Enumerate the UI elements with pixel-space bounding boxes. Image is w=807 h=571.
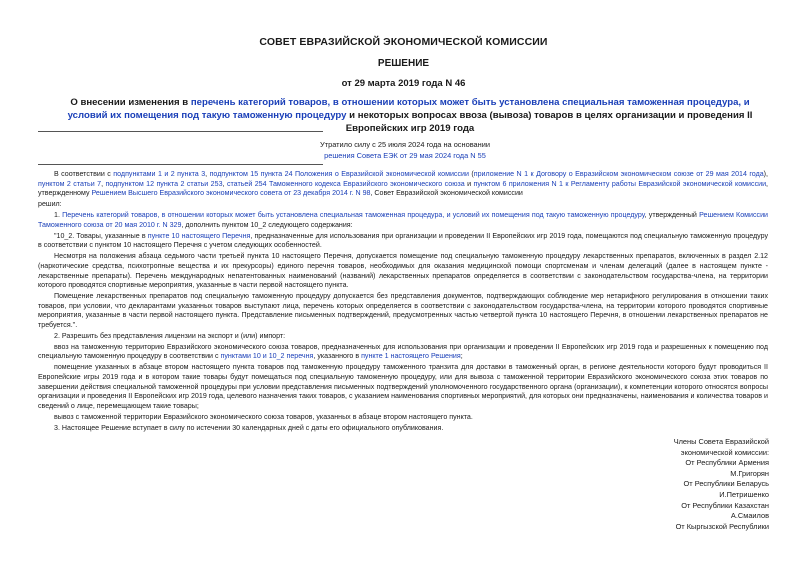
- title-divider: [38, 131, 323, 132]
- title-link-perechen[interactable]: перечень категорий товаров, в отношении которых может быть установлена специальная таможенная процедура, и условий их помещения под такую таможенную процедуру: [67, 97, 750, 121]
- link-statya-7[interactable]: пунктом 2 статьи 7: [38, 179, 102, 188]
- paragraph-point-3: 3. Настоящее Решение вступает в силу по истечении 30 календарных дней с даты его официального опубликования.: [54, 423, 444, 432]
- link-polozhenie-eek[interactable]: подпунктом 15 пункта 24 Положения о Евразийской экономической комиссии: [209, 170, 469, 178]
- paragraph-export: вывоз с таможенной территории Евразийского экономического союза товаров, указанных в абзаце втором настоящего пункта.: [54, 412, 473, 421]
- paragraph-point-1: [38, 211, 768, 230]
- doc-date-heading: от 29 марта 2019 года N 46: [341, 78, 466, 89]
- text: (: [468, 170, 474, 178]
- text: , Совет Евразийской экономической комиссии: [370, 189, 523, 198]
- signature-line: А.Смаилов: [730, 511, 769, 521]
- text: и: [464, 179, 474, 188]
- title-suffix: и некоторых вопросах ввоза (вывоза) товаров в целях организации и проведения II Европейских игр 2019 года: [345, 110, 753, 134]
- signatures-block: [589, 437, 769, 532]
- paragraph-point-2: 2. Разрешить без представления лицензии на экспорт и (или) импорт:: [54, 331, 286, 340]
- text: ,: [101, 179, 106, 188]
- signature-line: М.Григорян: [730, 468, 769, 478]
- text: ,: [222, 179, 227, 188]
- text: "10_2. Товары, указанные в: [54, 231, 148, 240]
- document-body: [38, 170, 768, 435]
- text: , предназначенные для использования при организации и проведении II Европейских игр 2019 года, помещаются под специальную таможенную процедуру в соответствии с пунктом 10 настоящего Перечня с учетом следующих особенностей.: [38, 231, 769, 250]
- signature-line: От Республики Казахстан: [681, 500, 769, 510]
- paragraph-10-2: [38, 232, 768, 251]
- link-punkt-1-resheniya[interactable]: пункте 1 настоящего Решения: [361, 352, 461, 361]
- signature-line: От Республики Армения: [685, 458, 769, 468]
- text: ),: [763, 170, 768, 178]
- paragraph-preamble: [38, 170, 768, 199]
- paragraph-medicines: Несмотря на положения абзаца седьмого части третьей пункта 10 настоящего Перечня, допускается помещение под специальную таможенную процедуру лекарственных препаратов, включенных в раздел 2.12 (наркотические средства, психотропные вещества и их прекурсоры) единого перечня товаров, необходимых для оказания медицинской помощи спортсменам и членам делегаций (далее в настоящем пункте - лекарственные препараты). Перечень международных непатентованных наименований (названий) лекарственных препаратов определяется в соответствии с законодательством государства-члена, на территории которого проводятся спортивные мероприятия, указанные в части первой настоящего пункта.: [38, 252, 768, 290]
- text: В соответствии с: [54, 170, 114, 178]
- repeal-note-link[interactable]: решения Совета ЕЭК от 29 мая 2024 года N 55: [324, 151, 486, 160]
- paragraph-decided: решил:: [38, 200, 62, 209]
- signature-line: экономической комиссии:: [680, 447, 769, 457]
- link-reshenie-98[interactable]: Решением Высшего Евразийского экономического совета от 23 декабря 2014 г. N 98: [91, 189, 371, 198]
- text: ввоз на таможенную территорию Евразийского экономического союза товаров, предназначенных для использования при организации и проведении II Европейских игр 2019 года и разрешенных к помещению под специальную таможенную процедуру в соответствии с: [38, 342, 768, 361]
- link-punkt-10[interactable]: пункте 10 настоящего Перечня: [147, 231, 251, 240]
- text: , утвержденный: [644, 211, 700, 220]
- text: ;: [460, 352, 463, 361]
- signature-line: От Кыргызской Республики: [675, 521, 769, 531]
- doc-type-heading: РЕШЕНИЕ: [377, 58, 430, 69]
- text: ,: [205, 170, 210, 178]
- link-perechen[interactable]: Перечень категорий товаров, в отношении которых может быть установлена специальная таможенная процедура, и условий их помещения под такую таможенную процедуру: [62, 211, 645, 220]
- link-reglament[interactable]: пунктом 6 приложения N 1 к Регламенту работы Евразийской экономической комиссии: [473, 179, 767, 188]
- text: , утвержденному: [38, 179, 769, 198]
- signature-line: От Республики Беларусь: [683, 479, 769, 489]
- document-title: [50, 96, 770, 135]
- note-divider: [38, 164, 323, 165]
- link-statya-253[interactable]: подпунктом 12 пункта 2 статьи 253: [105, 179, 223, 188]
- link-statya-254[interactable]: статьей 254 Таможенного кодекса Евразийского экономического союза: [226, 179, 465, 188]
- signature-line: Члены Совета Евразийской: [673, 437, 769, 446]
- paragraph-placement: Помещение лекарственных препаратов под специальную таможенную процедуру допускается без представления документов, подтверждающих соблюдение мер нетарифного регулирования в отношении таких товаров, при условии, что декларантами указанных товаров выступают лица, перечень которых определяется в соответствии с законодательством государства-члена, на территории которого проводятся спортивные мероприятия, указанные в части первой настоящего пункта. Представление письменных подтверждений, предусмотренных частью четвертой пункта 10 настоящего Перечня, в отношении лекарственных препаратов не требуется.".: [38, 292, 768, 329]
- link-punkty-10-10-2[interactable]: пунктами 10 и 10_2 перечня: [220, 352, 314, 361]
- text: 1.: [54, 211, 63, 220]
- text: , дополнить пунктом 10_2 следующего содержания:: [181, 220, 353, 229]
- title-prefix: О внесении изменения в: [70, 97, 191, 108]
- paragraph-transit: помещение указанных в абзаце втором настоящего пункта товаров под таможенную процедуру таможенного транзита для доставки в таможенный орган, в регионе деятельности которого будут проводиться II Европейские игры 2019 года и в котором такие товары будут помещаться под специальную таможенную процедуру, или для вывоза с таможенной территории Евразийского экономического союза этих товаров по завершении действия специальной таможенной процедуры при условии представления письменных подтверждений уполномоченного государственного органа (организации), к компетенции которого относятся вопросы организации и проведения II Европейских игр 2019 года, целевого назначения таких товаров, с указанием наименования спортивных мероприятий, для которых они предназначены, наименования и количества товаров и сведений о лице, перемещающем такие товары;: [38, 363, 768, 410]
- paragraph-import: [38, 343, 768, 362]
- link-podpunkty-1-2[interactable]: подпунктами 1 и 2 пункта 3: [113, 170, 206, 178]
- org-heading: СОВЕТ ЕВРАЗИЙСКОЙ ЭКОНОМИЧЕСКОЙ КОМИССИИ: [259, 36, 548, 48]
- link-reshenie-329[interactable]: Решением Комиссии Таможенного союза от 20 мая 2010 г. N 329: [38, 211, 768, 229]
- text: , указанного в: [313, 352, 362, 361]
- link-dogovor-eaes[interactable]: приложение N 1 к Договору о Евразийском экономическом союзе от 29 мая 2014 года: [473, 170, 764, 178]
- repeal-note-text: Утратило силу с 25 июля 2024 года на основании: [320, 140, 490, 149]
- repeal-note: [280, 139, 530, 161]
- signature-line: И.Петришенко: [719, 489, 769, 499]
